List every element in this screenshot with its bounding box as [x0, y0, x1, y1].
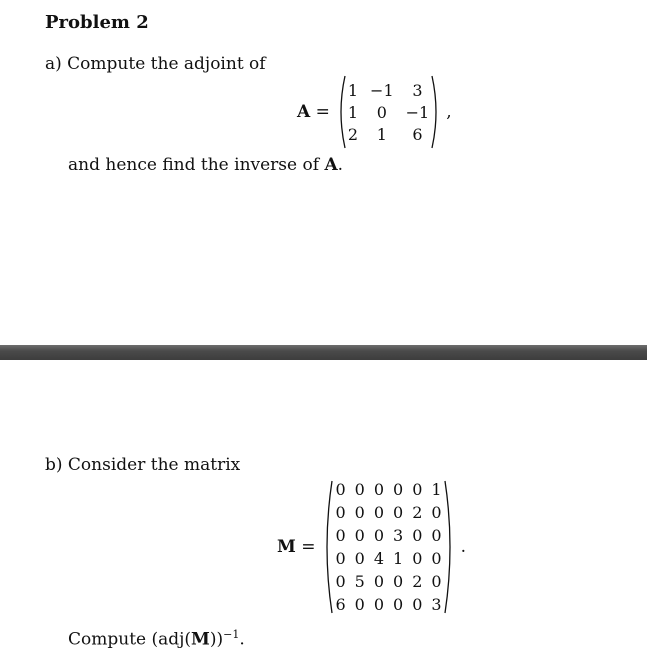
page-separator — [0, 345, 647, 360]
matrix-m-cell: 0 — [412, 526, 423, 545]
left-paren-icon — [321, 479, 333, 615]
matrix-m-trailing: . — [460, 537, 467, 557]
compute-suffix: )) — [209, 629, 224, 650]
matrix-m-cell: 0 — [393, 595, 404, 614]
part-a-prompt: a) Compute the adjoint of — [45, 54, 266, 74]
matrix-m-cell: 2 — [412, 572, 423, 591]
compute-instruction — [68, 628, 245, 650]
matrix-m-cell: 0 — [373, 526, 385, 545]
matrix-m-cell: 0 — [431, 572, 442, 591]
right-paren-icon — [431, 74, 441, 150]
matrix-a — [346, 81, 431, 144]
matrix-a-cell: 6 — [412, 124, 423, 144]
matrix-m-cell: 1 — [393, 549, 404, 568]
matrix-m-cell: 0 — [393, 503, 404, 522]
matrix-m-cell: 0 — [335, 503, 346, 522]
right-paren-icon — [444, 479, 456, 615]
matrix-m-name: M — [277, 537, 296, 557]
inverse-instruction — [68, 155, 343, 175]
matrix-m-cell: 0 — [431, 549, 442, 568]
matrix-m-cell: 0 — [393, 480, 404, 499]
matrix-m-cell: 0 — [335, 526, 346, 545]
problem-heading: Problem 2 — [45, 12, 149, 33]
matrix-m-cell: 0 — [354, 595, 365, 614]
matrix-m-cell: 4 — [373, 549, 385, 568]
matrix-m-cell: 0 — [354, 480, 365, 499]
matrix-m-cell: 0 — [431, 503, 442, 522]
matrix-a-cell: 1 — [376, 124, 387, 144]
matrix-m-cell: 0 — [373, 595, 385, 614]
inverse-suffix: . — [337, 155, 344, 175]
matrix-a-name: A — [297, 102, 311, 122]
matrix-m-cell: 1 — [431, 480, 442, 499]
part-b-prompt: b) Consider the matrix — [45, 455, 241, 475]
matrix-m-equals: = — [295, 537, 316, 557]
matrix-a-cell: 0 — [376, 102, 387, 122]
matrix-m-cell: 3 — [393, 526, 404, 545]
matrix-m-cell: 6 — [335, 595, 346, 614]
matrix-m-cell: 0 — [354, 526, 365, 545]
matrix-m-cell: 0 — [431, 526, 442, 545]
matrix-a-cell: 1 — [347, 80, 359, 100]
inverse-matrix-name: A — [324, 155, 338, 175]
matrix-m-cell: 0 — [412, 549, 423, 568]
matrix-a-equation — [297, 74, 452, 150]
matrix-m-lhs — [277, 537, 315, 557]
matrix-m-cell: 0 — [354, 503, 365, 522]
matrix-a-cell: −1 — [370, 80, 394, 100]
matrix-m-cell: 0 — [393, 572, 404, 591]
matrix-m-equation — [277, 478, 466, 616]
matrix-a-cell: −1 — [405, 102, 430, 122]
matrix-m — [333, 480, 443, 614]
inverse-prefix: and hence find the inverse of — [68, 155, 325, 175]
compute-matrix-name: M — [191, 629, 210, 650]
matrix-m-cell: 3 — [431, 595, 442, 614]
matrix-m-cell: 0 — [412, 595, 423, 614]
matrix-m-cell: 0 — [335, 549, 346, 568]
matrix-m-cell: 2 — [412, 503, 423, 522]
matrix-m-cell: 5 — [354, 572, 365, 591]
matrix-a-cell: 2 — [347, 124, 359, 144]
matrix-m-cell: 0 — [354, 549, 365, 568]
matrix-a-trailing: , — [446, 102, 452, 122]
matrix-m-cell: 0 — [412, 480, 423, 499]
matrix-a-cell: 3 — [412, 80, 423, 100]
compute-end: . — [239, 629, 245, 650]
matrix-m-cell: 0 — [335, 480, 346, 499]
matrix-m-cell: 0 — [373, 480, 385, 499]
left-paren-icon — [336, 74, 346, 150]
matrix-m-cell: 0 — [373, 572, 385, 591]
matrix-a-lhs — [297, 102, 330, 122]
matrix-m-cell: 0 — [335, 572, 346, 591]
matrix-m-cell: 0 — [373, 503, 385, 522]
compute-prefix: Compute (adj( — [68, 629, 192, 650]
matrix-a-cell: 1 — [347, 102, 359, 122]
page-2 — [0, 360, 647, 670]
matrix-a-equals: = — [310, 102, 330, 122]
compute-exponent: −1 — [223, 628, 240, 641]
